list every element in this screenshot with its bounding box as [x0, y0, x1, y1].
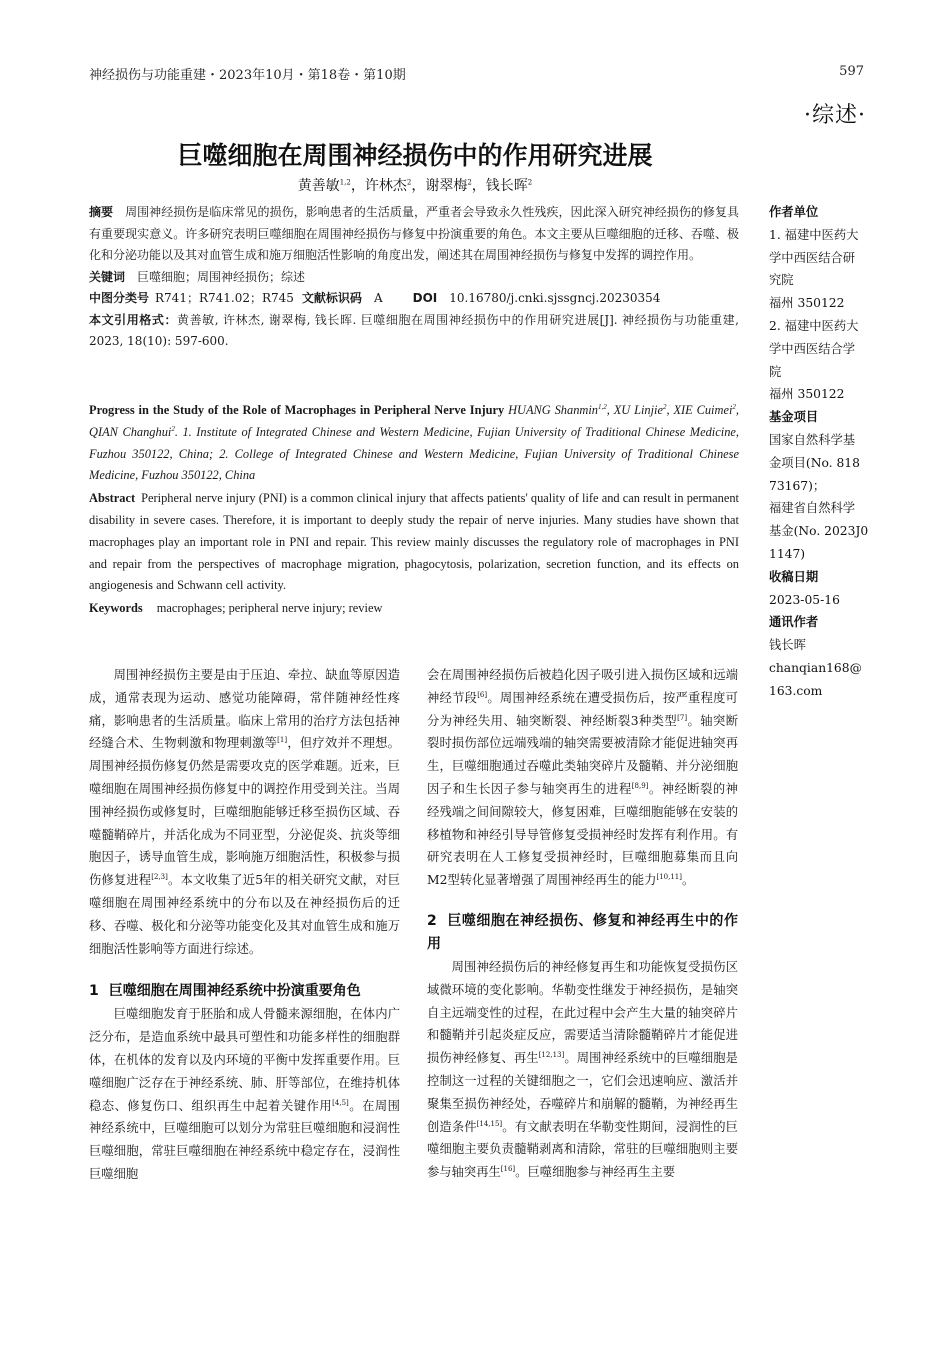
- citation: [89, 310, 739, 353]
- corresponding-author-label: 通讯作者: [769, 615, 819, 630]
- section-tag: ·综述·: [804, 103, 866, 128]
- author-name: 许林杰: [364, 178, 407, 194]
- english-authors: HUANG Shanmin$^{1,2}$, XU Linjie$^2$, XIE Cuimei$^2$, QIAN Changhui$^2$.: [89, 402, 739, 439]
- sidebar-line: 福建省自然科学: [769, 501, 856, 516]
- citation-ref[interactable]: [10,11]: [656, 873, 682, 882]
- sidebar-line: 钱长晖: [769, 638, 806, 653]
- section-2-title: 巨噬细胞在神经损伤、修复和神经再生中的作用: [427, 912, 738, 952]
- author-name: 黄善敏: [297, 178, 340, 194]
- citation-ref[interactable]: [8,9]: [631, 781, 649, 790]
- author-affiliation-mark: 2: [527, 178, 533, 187]
- sidebar-line: 2. 福建中医药大: [769, 318, 859, 333]
- section-1-title: 巨噬细胞在周围神经系统中扮演重要角色: [108, 983, 361, 1000]
- body-column-left: [89, 664, 400, 1186]
- english-keywords-label: Keywords: [89, 601, 143, 616]
- sidebar-line: 金项目(No. 818: [769, 455, 860, 470]
- english-abstract-block: [89, 400, 739, 621]
- english-author-name: XU Linjie: [613, 403, 663, 417]
- english-abstract-text: Peripheral nerve injury (PNI) is a common clinical injury that affects patients' quality of life and can result in permanent disability in severe cases. Therefore, it is important to deeply study the repair of nerve injuries. Many studies have shown that macrophages play an important role in PNI and repair. This review mainly discusses the regulatory role of macrophages in PNI and repair from the perspectives of macrophage migration, phagocytosis, polarization, secretion function, and its effects on angiogenesis and Schwann cell activity.: [89, 491, 739, 593]
- fund-label: 基金项目: [769, 410, 819, 425]
- abstract-zh: [89, 202, 739, 267]
- keywords-zh: [89, 267, 739, 289]
- section-1-heading: [89, 980, 400, 1003]
- section-1-paragraph: 巨噬细胞发育于胚胎和成人骨髓来源细胞，在体内广泛分布，是造血系统中最具可塑性和功能多样性的细胞群体，在机体的发育以及内环境的平衡中发挥重要作用。巨噬细胞广泛存在于神经系统、肺、肝等部位，在维持机体稳态、修复伤口、组织再生中起着关键作用[4,5]。在周围神经系统中，巨噬细胞可以划分为常驻巨噬细胞和浸润性巨噬细胞，常驻巨噬细胞在神经系统中稳定存在，浸润性巨噬细胞: [89, 1007, 400, 1181]
- title-zh: 巨噬细胞在周围神经损伤中的作用研究进展: [177, 141, 653, 170]
- english-title-line: [89, 400, 739, 487]
- english-author-name: QIAN Changhui: [89, 424, 172, 439]
- author-unit-label: 作者单位: [769, 205, 819, 219]
- sidebar-line: 73167)；: [769, 478, 826, 493]
- sidebar-line: 163.com: [769, 683, 823, 698]
- running-head: 神经损伤与功能重建・2023年10月・第18卷・第10期: [89, 68, 406, 83]
- classification-row: [89, 288, 739, 310]
- received-date-label: 收稿日期: [769, 569, 819, 584]
- authors-zh: 黄善敏$^{1,2}$，许林杰$^2$，谢翠梅$^2$，钱长晖$^2$: [297, 178, 533, 194]
- citation-ref[interactable]: [14,15]: [476, 1119, 503, 1128]
- intro-paragraph: 周围神经损伤主要是由于压迫、牵拉、缺血等原因造成，通常表现为运动、感觉功能障碍，常伴随神经性疼痛，影响患者的生活质量。临床上常用的治疗方法包括神经缝合术、生物刺激和物理刺激等[1]，但疗效并不理想。周围神经损伤修复仍然是需要攻克的医学难题。近来，巨噬细胞在周围神经损伤修复中的调控作用受到关注。当周围神经损伤或修复时，巨噬细胞能够迁移至损伤区域、吞噬髓鞘碎片，并活化成为不同亚型，分泌促炎、抗炎等细胞因子，诱导血管生成，影响施万细胞活性，积极参与损伤修复进程[2,3]。本文收集了近5年的相关研究文献，对巨噬细胞在周围神经系统中的分布以及在神经损伤后的迁移、吞噬、极化和分泌等功能变化及其对血管生成和施万细胞活性影响等方面进行综述。: [89, 668, 400, 956]
- sidebar-line: 究院: [769, 273, 794, 288]
- sidebar-line: 院: [769, 364, 782, 379]
- clc-label: 中图分类号: [89, 291, 150, 305]
- abstract-zh-block: [89, 202, 739, 353]
- section-2-paragraph: 周围神经损伤后的神经修复再生和功能恢复受损伤区域微环境的变化影响。华勒变性继发于神经损伤，是轴突自主远端变性的过程，在此过程中会产生大量的轴突碎片和髓鞘并引起炎症反应，需要适当清除髓鞘碎片才能促进损伤神经修复、再生[12,13]。周围神经系统中的巨噬细胞是控制这一过程的关键细胞之一，它们会迅速响应、激活并聚集至损伤神经处，吞噬碎片和崩解的髓鞘，为神经再生创造条件[14,15]。有文献表明在华勒变性期间，浸润性的巨噬细胞主要负责髓鞘剥离和清除，常驻的巨噬细胞则主要参与轴突再生[16]。巨噬细胞参与神经再生主要: [427, 959, 738, 1180]
- english-keywords-text: macrophages; peripheral nerve injury; review: [156, 601, 383, 616]
- citation-ref[interactable]: [1]: [277, 736, 288, 745]
- citation-ref[interactable]: [16]: [500, 1165, 516, 1174]
- english-affiliations: 1. Institute of Integrated Chinese and Western Medicine, Fujian University of Traditional Chinese Medicine, Fuzhou 350122, China; 2. College of Integrated Chinese and Western Medicine, Fujian University of Traditional Chinese Medicine, Fuzhou 350122, China: [89, 424, 739, 483]
- author-affiliation-mark: 2: [467, 178, 472, 187]
- abstract-zh-text: 周围神经损伤是临床常见的损伤，影响患者的生活质量，严重者会导致永久性残疾，因此深入研究神经损伤的修复具有重要现实意义。许多研究表明巨噬细胞在周围神经损伤与修复中扮演重要的角色。本文主要从巨噬细胞的迁移、吞噬、极化和分泌功能以及其对血管生成和施万细胞活性影响的角度出发，阐述其在周围神经损伤与修复中发挥的调控作用。: [89, 205, 739, 262]
- citation-text: 黄善敏, 许林杰, 谢翠梅, 钱长晖. 巨噬细胞在周围神经损伤中的作用研究进展[J]. 神经损伤与功能重建, 2023, 18(10): 597-600.: [89, 312, 739, 348]
- sidebar-line: 福州 350122: [769, 296, 845, 311]
- sidebar-line: 1147): [769, 546, 806, 561]
- english-title: Progress in the Study of the Role of Macrophages in Peripheral Nerve Injury: [89, 403, 505, 417]
- sidebar-line: 1. 福建中医药大: [769, 227, 859, 242]
- received-date: 2023-05-16: [769, 592, 840, 607]
- author-info-sidebar: [769, 201, 874, 703]
- sidebar-line: 学中西医结合学: [769, 341, 856, 356]
- keywords-zh-label: 关键词: [89, 269, 126, 284]
- keywords-zh-text: 巨噬细胞；周围神经损伤；综述: [137, 269, 306, 284]
- sidebar-line: 福州 350122: [769, 387, 845, 402]
- author-affiliation-mark: 1,2: [339, 178, 351, 187]
- clc-value: R741；R741.02；R745: [155, 291, 294, 305]
- section-1-continued: 会在周围神经损伤后被趋化因子吸引进入损伤区域和远端神经节段[6]。周围神经系统在遭受损伤后，按严重程度可分为神经失用、轴突断裂、神经断裂3种类型[7]。轴突断裂时损伤部位远端残端的轴突需要被清除才能促进轴突再生，巨噬细胞通过吞噬此类轴突碎片及髓鞘、并分泌细胞因子和生长因子参与轴突再生的进程[8,9]。神经断裂的神经残端之间间隙较大，修复困难，巨噬细胞能够在安装的移植物和神经引导导管修复受损神经时发挥有利作用。有研究表明在人工修复受损神经时，巨噬细胞募集而且向M2型转化显著增强了周围神经再生的能力[10,11]。: [427, 668, 738, 888]
- english-author-name: HUANG Shanmin: [508, 403, 598, 417]
- doc-code-value: A: [373, 291, 383, 305]
- citation-ref[interactable]: [12,13]: [538, 1051, 565, 1060]
- abstract-zh-label: 摘要: [89, 205, 114, 219]
- page-number: 597: [839, 64, 864, 79]
- section-2-heading: [427, 910, 738, 956]
- english-author-affiliation-mark: 1,2: [597, 402, 607, 411]
- doi-label: DOI: [412, 291, 438, 305]
- english-abstract-label: Abstract: [89, 491, 136, 506]
- sidebar-line: 学中西医结合研: [769, 250, 856, 265]
- english-author-affiliation-mark: 2: [663, 402, 667, 411]
- corresponding-author-lines: [769, 634, 874, 702]
- citation-ref[interactable]: [2,3]: [151, 873, 168, 882]
- author-unit-lines: [769, 224, 874, 406]
- english-keywords: [89, 598, 739, 620]
- doc-code-label: 文献标识码: [301, 291, 362, 305]
- english-abstract: [89, 488, 739, 597]
- citation-ref[interactable]: [6]: [477, 690, 488, 699]
- english-author-name: XIE Cuimei: [673, 403, 733, 417]
- sidebar-line: 基金(No. 2023J0: [769, 524, 869, 539]
- sidebar-line: chanqian168@: [769, 660, 862, 675]
- doi-value[interactable]: 10.16780/j.cnki.sjssgncj.20230354: [449, 291, 661, 305]
- author-affiliation-mark: 2: [406, 178, 412, 187]
- citation-ref[interactable]: [4,5]: [332, 1098, 349, 1107]
- english-author-affiliation-mark: 2: [732, 402, 736, 411]
- section-1-number: 1: [89, 983, 99, 1000]
- author-name: 谢翠梅: [425, 178, 468, 194]
- fund-lines: [769, 429, 874, 566]
- body-column-right: [427, 664, 738, 1184]
- sidebar-line: 国家自然科学基: [769, 432, 856, 447]
- citation-ref[interactable]: [7]: [677, 713, 688, 722]
- section-2-number: 2: [427, 912, 437, 929]
- author-name: 钱长晖: [485, 178, 528, 194]
- english-author-affiliation-mark: 2: [171, 424, 175, 433]
- citation-label: 本文引用格式：: [89, 312, 178, 327]
